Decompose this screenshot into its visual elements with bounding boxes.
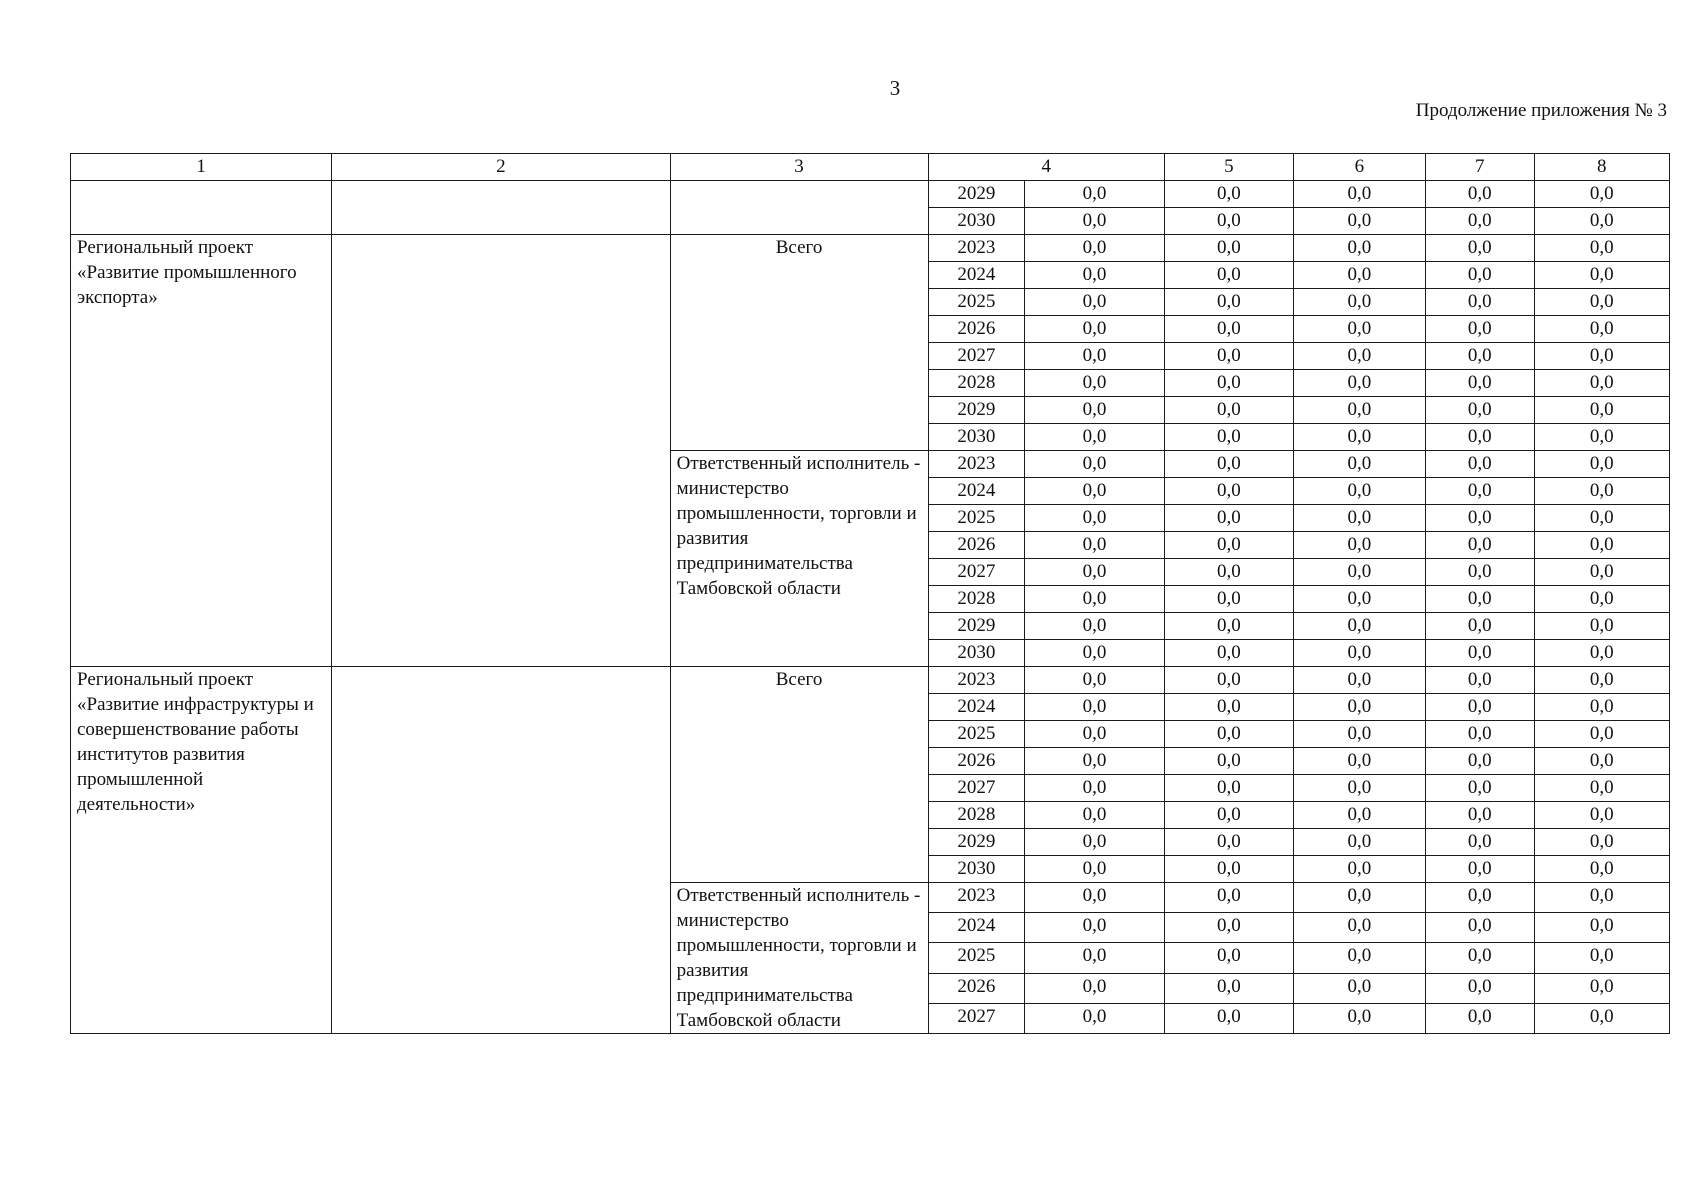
value-cell: 0,0 xyxy=(1293,208,1425,235)
year-cell: 2026 xyxy=(928,973,1025,1003)
value-cell: 0,0 xyxy=(1426,208,1535,235)
value-cell: 0,0 xyxy=(1293,721,1425,748)
value-cell: 0,0 xyxy=(1534,856,1669,883)
year-cell: 2029 xyxy=(928,181,1025,208)
value-cell: 0,0 xyxy=(1426,913,1535,943)
value-cell: 0,0 xyxy=(1293,694,1425,721)
column-number: 4 xyxy=(928,154,1164,181)
empty-cell xyxy=(332,181,670,235)
value-cell: 0,0 xyxy=(1164,505,1293,532)
value-cell: 0,0 xyxy=(1534,613,1669,640)
value-cell: 0,0 xyxy=(1025,559,1165,586)
value-cell: 0,0 xyxy=(1164,748,1293,775)
value-cell: 0,0 xyxy=(1293,370,1425,397)
year-cell: 2029 xyxy=(928,829,1025,856)
value-cell: 0,0 xyxy=(1025,451,1165,478)
responsible-executor: Ответственный исполнитель - министерство промышленности, торговли и развития предпринимательства Тамбовской области xyxy=(670,883,928,1034)
value-cell: 0,0 xyxy=(1025,613,1165,640)
value-cell: 0,0 xyxy=(1534,913,1669,943)
value-cell: 0,0 xyxy=(1025,181,1165,208)
value-cell: 0,0 xyxy=(1293,613,1425,640)
value-cell: 0,0 xyxy=(1293,451,1425,478)
value-cell: 0,0 xyxy=(1025,343,1165,370)
value-cell: 0,0 xyxy=(1293,505,1425,532)
value-cell: 0,0 xyxy=(1025,208,1165,235)
value-cell: 0,0 xyxy=(1164,262,1293,289)
table-row xyxy=(71,667,1670,694)
project-name: Региональный проект «Развитие промышленного экспорта» xyxy=(71,235,332,667)
table-row xyxy=(71,235,1670,262)
value-cell: 0,0 xyxy=(1426,1003,1535,1033)
value-cell: 0,0 xyxy=(1293,316,1425,343)
value-cell: 0,0 xyxy=(1164,370,1293,397)
value-cell: 0,0 xyxy=(1534,1003,1669,1033)
value-cell: 0,0 xyxy=(1293,973,1425,1003)
column-number: 6 xyxy=(1293,154,1425,181)
value-cell: 0,0 xyxy=(1293,640,1425,667)
value-cell: 0,0 xyxy=(1164,478,1293,505)
empty-cell xyxy=(332,667,670,1034)
value-cell: 0,0 xyxy=(1426,694,1535,721)
value-cell: 0,0 xyxy=(1025,667,1165,694)
value-cell: 0,0 xyxy=(1534,424,1669,451)
value-cell: 0,0 xyxy=(1025,397,1165,424)
year-cell: 2024 xyxy=(928,913,1025,943)
value-cell: 0,0 xyxy=(1293,856,1425,883)
value-cell: 0,0 xyxy=(1025,694,1165,721)
value-cell: 0,0 xyxy=(1025,973,1165,1003)
value-cell: 0,0 xyxy=(1293,235,1425,262)
column-number: 5 xyxy=(1164,154,1293,181)
value-cell: 0,0 xyxy=(1025,289,1165,316)
project-name: Региональный проект «Развитие инфраструктуры и совершенствование работы институтов развития промышленной деятельности» xyxy=(71,667,332,1034)
value-cell: 0,0 xyxy=(1293,667,1425,694)
year-cell: 2025 xyxy=(928,505,1025,532)
value-cell: 0,0 xyxy=(1164,532,1293,559)
value-cell: 0,0 xyxy=(1534,289,1669,316)
value-cell: 0,0 xyxy=(1025,505,1165,532)
column-number: 8 xyxy=(1534,154,1669,181)
value-cell: 0,0 xyxy=(1164,451,1293,478)
value-cell: 0,0 xyxy=(1164,943,1293,973)
value-cell: 0,0 xyxy=(1025,316,1165,343)
year-cell: 2030 xyxy=(928,856,1025,883)
value-cell: 0,0 xyxy=(1534,478,1669,505)
year-cell: 2026 xyxy=(928,532,1025,559)
column-number: 1 xyxy=(71,154,332,181)
value-cell: 0,0 xyxy=(1426,181,1535,208)
value-cell: 0,0 xyxy=(1164,559,1293,586)
value-cell: 0,0 xyxy=(1534,829,1669,856)
value-cell: 0,0 xyxy=(1534,316,1669,343)
value-cell: 0,0 xyxy=(1164,289,1293,316)
value-cell: 0,0 xyxy=(1164,721,1293,748)
year-cell: 2030 xyxy=(928,208,1025,235)
value-cell: 0,0 xyxy=(1293,802,1425,829)
value-cell: 0,0 xyxy=(1534,397,1669,424)
value-cell: 0,0 xyxy=(1534,532,1669,559)
value-cell: 0,0 xyxy=(1426,478,1535,505)
value-cell: 0,0 xyxy=(1426,397,1535,424)
value-cell: 0,0 xyxy=(1164,694,1293,721)
value-cell: 0,0 xyxy=(1025,1003,1165,1033)
value-cell: 0,0 xyxy=(1293,913,1425,943)
year-cell: 2027 xyxy=(928,775,1025,802)
value-cell: 0,0 xyxy=(1164,973,1293,1003)
year-cell: 2027 xyxy=(928,343,1025,370)
value-cell: 0,0 xyxy=(1293,424,1425,451)
value-cell: 0,0 xyxy=(1534,883,1669,913)
value-cell: 0,0 xyxy=(1025,478,1165,505)
value-cell: 0,0 xyxy=(1025,943,1165,973)
empty-cell xyxy=(332,235,670,667)
value-cell: 0,0 xyxy=(1426,973,1535,1003)
value-cell: 0,0 xyxy=(1164,613,1293,640)
column-number-row xyxy=(71,154,1670,181)
value-cell: 0,0 xyxy=(1164,424,1293,451)
value-cell: 0,0 xyxy=(1025,640,1165,667)
column-number: 2 xyxy=(332,154,670,181)
value-cell: 0,0 xyxy=(1025,748,1165,775)
value-cell: 0,0 xyxy=(1293,289,1425,316)
value-cell: 0,0 xyxy=(1426,343,1535,370)
value-cell: 0,0 xyxy=(1025,424,1165,451)
value-cell: 0,0 xyxy=(1293,883,1425,913)
value-cell: 0,0 xyxy=(1534,775,1669,802)
value-cell: 0,0 xyxy=(1164,316,1293,343)
value-cell: 0,0 xyxy=(1426,775,1535,802)
value-cell: 0,0 xyxy=(1025,802,1165,829)
value-cell: 0,0 xyxy=(1293,829,1425,856)
year-cell: 2030 xyxy=(928,640,1025,667)
value-cell: 0,0 xyxy=(1025,883,1165,913)
year-cell: 2023 xyxy=(928,883,1025,913)
value-cell: 0,0 xyxy=(1534,181,1669,208)
value-cell: 0,0 xyxy=(1534,208,1669,235)
value-cell: 0,0 xyxy=(1293,748,1425,775)
value-cell: 0,0 xyxy=(1164,829,1293,856)
value-cell: 0,0 xyxy=(1164,235,1293,262)
value-cell: 0,0 xyxy=(1426,802,1535,829)
year-cell: 2023 xyxy=(928,451,1025,478)
value-cell: 0,0 xyxy=(1025,370,1165,397)
value-cell: 0,0 xyxy=(1025,913,1165,943)
value-cell: 0,0 xyxy=(1025,235,1165,262)
value-cell: 0,0 xyxy=(1534,370,1669,397)
value-cell: 0,0 xyxy=(1426,451,1535,478)
value-cell: 0,0 xyxy=(1426,316,1535,343)
year-cell: 2023 xyxy=(928,667,1025,694)
value-cell: 0,0 xyxy=(1164,640,1293,667)
value-cell: 0,0 xyxy=(1293,397,1425,424)
value-cell: 0,0 xyxy=(1293,775,1425,802)
value-cell: 0,0 xyxy=(1534,586,1669,613)
value-cell: 0,0 xyxy=(1426,532,1535,559)
value-cell: 0,0 xyxy=(1025,775,1165,802)
value-cell: 0,0 xyxy=(1164,802,1293,829)
value-cell: 0,0 xyxy=(1426,559,1535,586)
year-cell: 2025 xyxy=(928,721,1025,748)
year-cell: 2029 xyxy=(928,397,1025,424)
value-cell: 0,0 xyxy=(1534,802,1669,829)
value-cell: 0,0 xyxy=(1293,586,1425,613)
year-cell: 2024 xyxy=(928,694,1025,721)
year-cell: 2027 xyxy=(928,1003,1025,1033)
value-cell: 0,0 xyxy=(1534,973,1669,1003)
year-cell: 2023 xyxy=(928,235,1025,262)
value-cell: 0,0 xyxy=(1426,856,1535,883)
value-cell: 0,0 xyxy=(1426,721,1535,748)
empty-cell xyxy=(670,181,928,235)
value-cell: 0,0 xyxy=(1293,559,1425,586)
value-cell: 0,0 xyxy=(1164,856,1293,883)
value-cell: 0,0 xyxy=(1534,694,1669,721)
value-cell: 0,0 xyxy=(1164,586,1293,613)
value-cell: 0,0 xyxy=(1426,667,1535,694)
year-cell: 2028 xyxy=(928,586,1025,613)
column-number: 7 xyxy=(1426,154,1535,181)
value-cell: 0,0 xyxy=(1534,235,1669,262)
value-cell: 0,0 xyxy=(1534,451,1669,478)
value-cell: 0,0 xyxy=(1164,343,1293,370)
value-cell: 0,0 xyxy=(1293,1003,1425,1033)
value-cell: 0,0 xyxy=(1426,829,1535,856)
value-cell: 0,0 xyxy=(1534,343,1669,370)
value-cell: 0,0 xyxy=(1293,343,1425,370)
total-label: Всего xyxy=(670,667,928,883)
year-cell: 2024 xyxy=(928,478,1025,505)
value-cell: 0,0 xyxy=(1426,883,1535,913)
value-cell: 0,0 xyxy=(1534,748,1669,775)
year-cell: 2024 xyxy=(928,262,1025,289)
value-cell: 0,0 xyxy=(1426,943,1535,973)
value-cell: 0,0 xyxy=(1164,913,1293,943)
column-number: 3 xyxy=(670,154,928,181)
value-cell: 0,0 xyxy=(1025,721,1165,748)
funding-table xyxy=(70,153,1670,1034)
value-cell: 0,0 xyxy=(1164,775,1293,802)
value-cell: 0,0 xyxy=(1164,208,1293,235)
value-cell: 0,0 xyxy=(1426,424,1535,451)
value-cell: 0,0 xyxy=(1426,613,1535,640)
appendix-continuation-note: Продолжение приложения № 3 xyxy=(1415,100,1667,121)
year-cell: 2026 xyxy=(928,316,1025,343)
value-cell: 0,0 xyxy=(1293,181,1425,208)
value-cell: 0,0 xyxy=(1426,586,1535,613)
year-cell: 2026 xyxy=(928,748,1025,775)
year-cell: 2025 xyxy=(928,943,1025,973)
value-cell: 0,0 xyxy=(1534,640,1669,667)
value-cell: 0,0 xyxy=(1534,505,1669,532)
value-cell: 0,0 xyxy=(1534,262,1669,289)
value-cell: 0,0 xyxy=(1426,640,1535,667)
table-row xyxy=(71,181,1670,208)
value-cell: 0,0 xyxy=(1293,532,1425,559)
value-cell: 0,0 xyxy=(1293,262,1425,289)
value-cell: 0,0 xyxy=(1426,505,1535,532)
year-cell: 2028 xyxy=(928,802,1025,829)
responsible-executor: Ответственный исполнитель - министерство промышленности, торговли и развития предпринимательства Тамбовской области xyxy=(670,451,928,667)
total-label: Всего xyxy=(670,235,928,451)
value-cell: 0,0 xyxy=(1164,667,1293,694)
year-cell: 2025 xyxy=(928,289,1025,316)
value-cell: 0,0 xyxy=(1164,883,1293,913)
value-cell: 0,0 xyxy=(1426,289,1535,316)
value-cell: 0,0 xyxy=(1025,829,1165,856)
page-number: 3 xyxy=(889,76,901,100)
value-cell: 0,0 xyxy=(1426,748,1535,775)
value-cell: 0,0 xyxy=(1534,721,1669,748)
value-cell: 0,0 xyxy=(1164,181,1293,208)
year-cell: 2028 xyxy=(928,370,1025,397)
value-cell: 0,0 xyxy=(1025,262,1165,289)
year-cell: 2030 xyxy=(928,424,1025,451)
value-cell: 0,0 xyxy=(1534,943,1669,973)
value-cell: 0,0 xyxy=(1534,667,1669,694)
value-cell: 0,0 xyxy=(1293,943,1425,973)
value-cell: 0,0 xyxy=(1025,532,1165,559)
value-cell: 0,0 xyxy=(1293,478,1425,505)
value-cell: 0,0 xyxy=(1534,559,1669,586)
value-cell: 0,0 xyxy=(1426,235,1535,262)
value-cell: 0,0 xyxy=(1164,1003,1293,1033)
value-cell: 0,0 xyxy=(1025,856,1165,883)
value-cell: 0,0 xyxy=(1426,370,1535,397)
year-cell: 2027 xyxy=(928,559,1025,586)
value-cell: 0,0 xyxy=(1426,262,1535,289)
value-cell: 0,0 xyxy=(1164,397,1293,424)
empty-cell xyxy=(71,181,332,235)
value-cell: 0,0 xyxy=(1025,586,1165,613)
year-cell: 2029 xyxy=(928,613,1025,640)
